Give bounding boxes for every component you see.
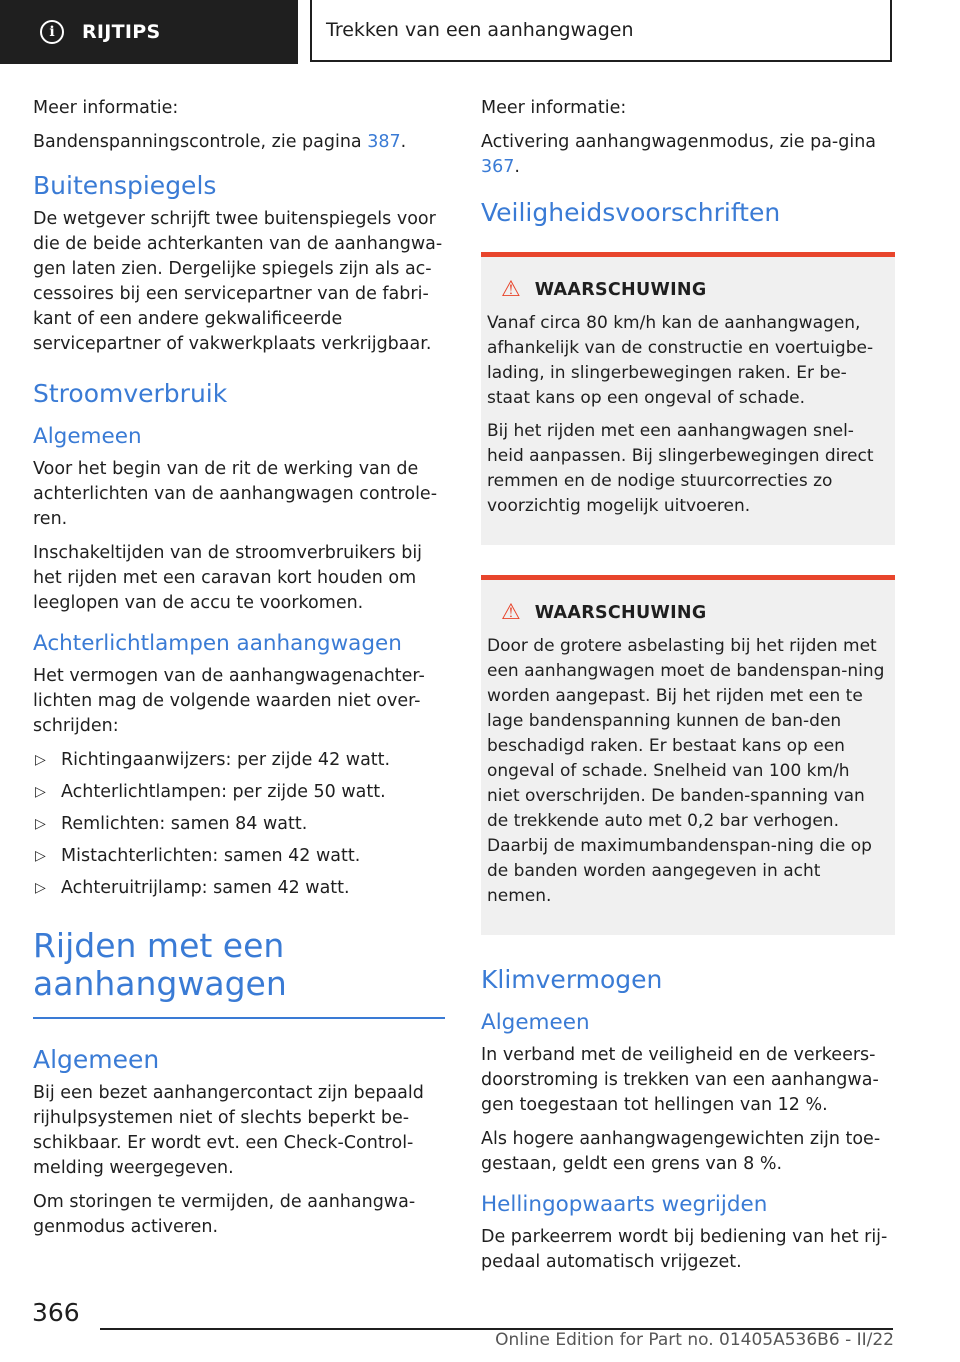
wattage-list [33,748,445,901]
intro-more: Meer informatie: [33,98,179,118]
list-item: ▷ Remlichten: samen 84 watt. [33,812,445,837]
chapter-tab [310,0,892,62]
climb-paragraph-2: Als hogere aanhangwagengewichten zijn toe-gestaan, geldt een grens van 8 %. [481,1129,881,1174]
warning-triangle-icon: ⚠ [501,600,521,625]
edition-label: Online Edition for Part no. 01405A536B6 - II/22 [495,1330,894,1350]
page-number: 366 [32,1298,80,1327]
climb-paragraph-1: In verband met de veiligheid en de verkeers-doorstroming is trekken van een aanhangwa-gen toegestaan tot hellingen van 12 %. [481,1045,879,1115]
warning-box-1 [481,252,895,545]
climb-general-heading: Algemeen [481,1010,590,1035]
left-column [33,96,445,1249]
safety-heading: Veiligheidsvoorschriften [481,198,781,227]
triangle-bullet-icon: ▷ [35,848,46,864]
list-item: ▷ Mistachterlichten: samen 42 watt. [33,844,445,869]
uphill-heading: Hellingopwaarts wegrijden [481,1192,768,1217]
triangle-bullet-icon: ▷ [35,880,46,896]
triangle-bullet-icon: ▷ [35,784,46,800]
mirrors-heading: Buitenspiegels [33,171,217,200]
heading-divider [33,1017,445,1019]
driving-paragraph-1: Bij een bezet aanhangercontact zijn bepaald rijhulpsystemen niet of slechts beperkt be-schikbaar. Er wordt evt. een Check-Control-melding weergegeven. [33,1082,424,1178]
driving-heading: Rijden met een aanhangwagen [33,926,287,1003]
chapter-title: Trekken van een aanhangwagen [326,19,634,41]
page-link-367[interactable]: 367 [481,157,515,177]
section-label: RIJTIPS [82,21,161,43]
page-header [0,0,960,66]
warning-1-paragraph-1: Vanaf circa 80 km/h kan de aanhangwagen, afhankelijk van de constructie en voertuigbe-lading, in slingerbewegingen raken. Er be-staat kans op een ongeval of schade. [487,313,874,408]
triangle-bullet-icon: ▷ [35,752,46,768]
general-paragraph-1: Voor het begin van de rit de werking van de achterlichten van de aanhangwagen controle-ren. [33,459,438,529]
general-heading: Algemeen [33,424,142,449]
driving-paragraph-2: Om storingen te vermijden, de aanhangwa-genmodus activeren. [33,1191,416,1237]
intro-reference: Bandenspanningscontrole, zie pagina 387. [33,132,407,152]
list-item: ▷ Achteruitrijlamp: samen 42 watt. [33,876,445,901]
general-paragraph-2: Inschakeltijden van de stroomverbruikers bij het rijden met een caravan kort houden om leeglopen van de accu te voorkomen. [33,543,423,613]
power-heading: Stroomverbruik [33,379,228,408]
mirrors-text: De wetgever schrijft twee buitenspiegels voor die de beide achterkanten van de aanhangwa-gen laten zien. Dergelijke spiegels zijn als ac-cessoires bij een servicepartner van de fabri-kant of een andere gekwalificeerde servicepartner of vakwerkplaats verkrijgbaar. [33,209,443,354]
section-tab [0,0,298,64]
list-item: ▷ Richtingaanwijzers: per zijde 42 watt. [33,748,445,773]
page-link-387[interactable]: 387 [367,132,401,152]
right-column [481,96,895,1284]
triangle-bullet-icon: ▷ [35,816,46,832]
driving-general-heading: Algemeen [33,1044,160,1074]
warning-2-paragraph-1: Door de grotere asbelasting bij het rijden met een aanhangwagen moet de bandenspan-ning worden aangepast. Bij het rijden met een te lage bandenspanning kunnen de ban-den beschadigd raken. Er bestaat kans op een ongeval of schade. Snelheid van 100 km/h niet overschrijden. De banden-spanning van de trekkende auto met 0,2 bar verhogen. Daarbij de maximumbandenspan-ning die op de banden worden aangegeven in acht nemen. [487,636,885,906]
right-reference: Activering aanhangwagenmodus, zie pa-gina 367. [481,132,877,177]
warning-1-paragraph-2: Bij het rijden met een aanhangwagen snel-heid aanpassen. Bij slingerbewegingen direct remmen en de nodige stuurcorrecties zo voorzichtig mogelijk uitvoeren. [487,421,874,516]
right-more: Meer informatie: [481,98,627,118]
warning-box-2 [481,575,895,935]
rearlights-heading: Achterlichtlampen aanhangwagen [33,631,402,656]
uphill-paragraph: De parkeerrem wordt bij bediening van het rij-pedaal automatisch vrijgezet. [481,1227,888,1272]
rearlights-text: Het vermogen van de aanhangwagenachter-lichten mag de volgende waarden niet over-schrijden: [33,666,425,736]
warning-triangle-icon: ⚠ [501,277,521,302]
warning-title: WAARSCHUWING [534,603,707,623]
climb-heading: Klimvermogen [481,965,663,994]
warning-title: WAARSCHUWING [534,280,707,300]
list-item: ▷ Achterlichtlampen: per zijde 50 watt. [33,780,445,805]
info-icon: i [40,20,64,44]
